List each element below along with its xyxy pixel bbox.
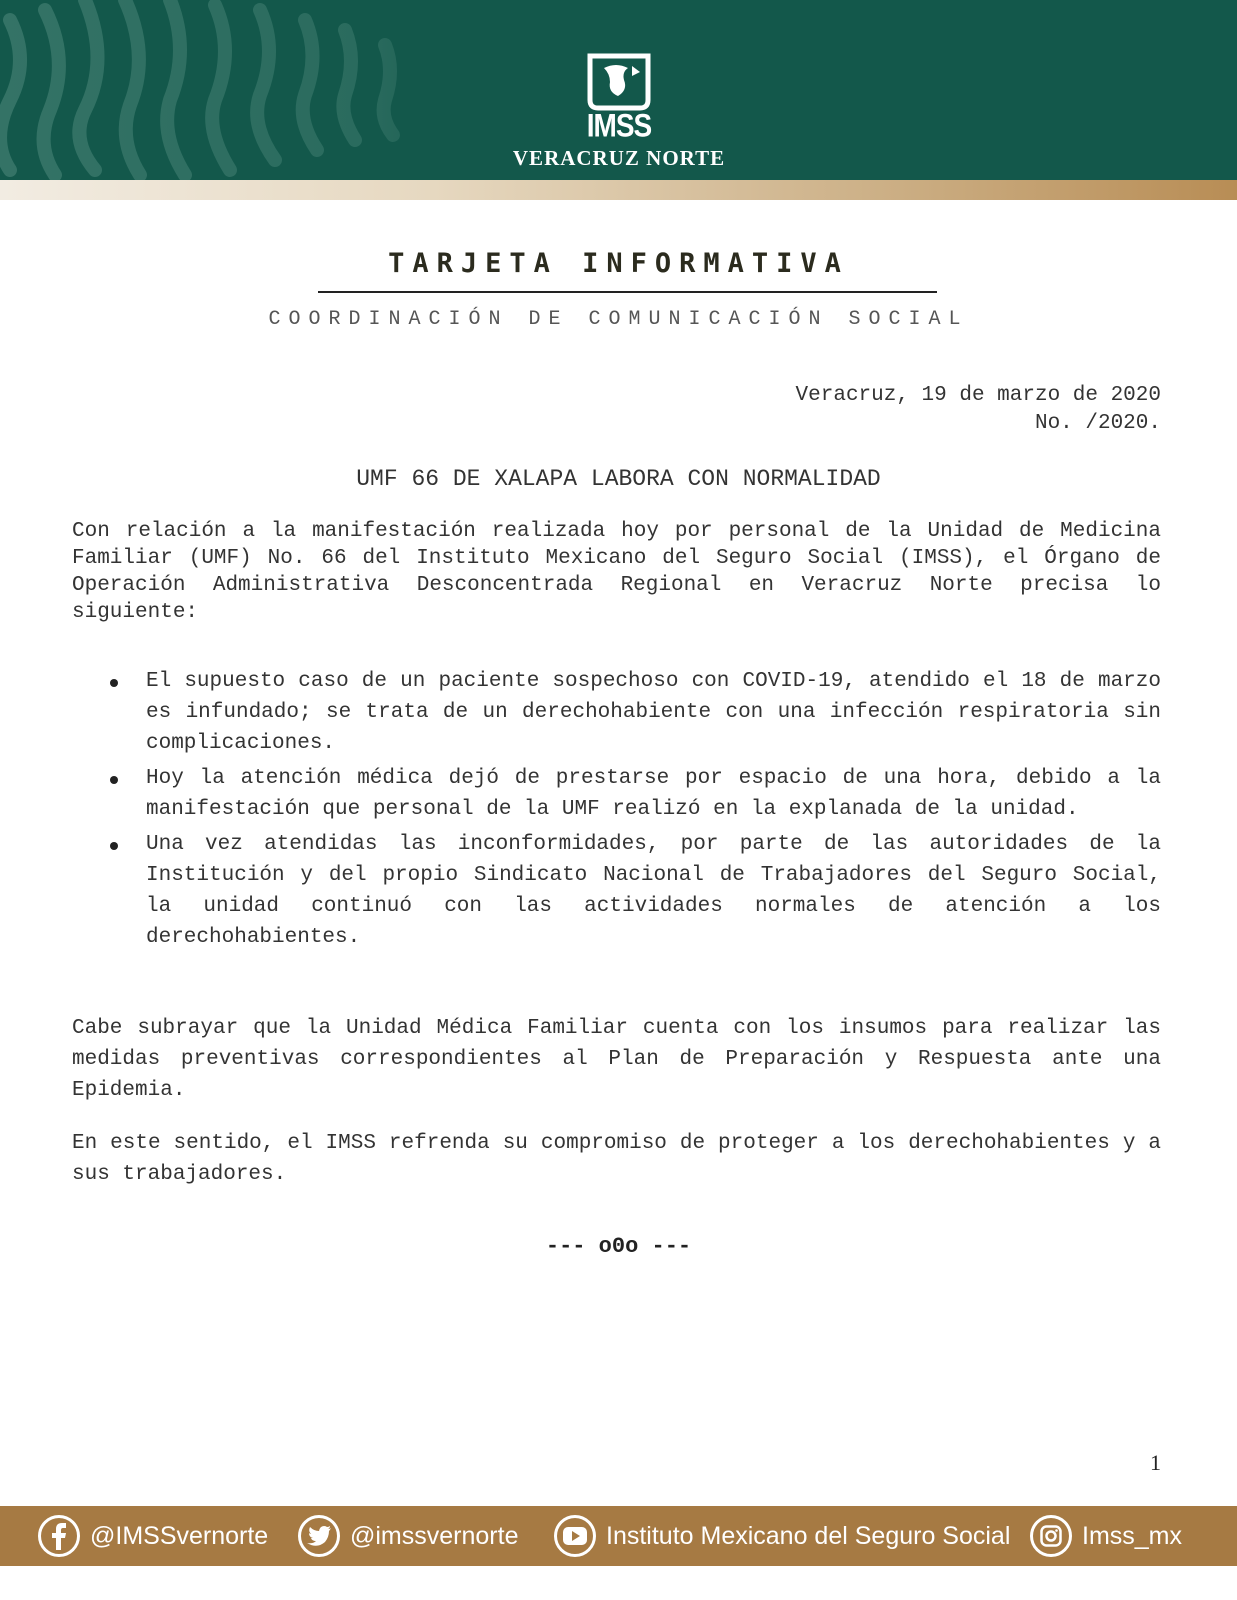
page-number: 1 <box>1150 1450 1161 1475</box>
eagle-pattern-decoration <box>0 0 520 180</box>
bullet-list <box>72 666 1161 957</box>
list-item: Una vez atendidas las inconformidades, por parte de las autoridades de la Institución y del propio Sindicato Nacional de Trabajadores del Seguro Social, la unidad continuó con las actividades normales de atención a los derechohabientes. <box>72 829 1161 953</box>
date-text: Veracruz, 19 de marzo de 2020 <box>795 384 1161 407</box>
closing-mark: --- o0o --- <box>545 1234 692 1259</box>
paragraph-commitment: En este sentido, el IMSS refrenda su compromiso de proteger a los derechohabientes y a sus trabajadores. <box>72 1132 1161 1186</box>
headline: UMF 66 DE XALAPA LABORA CON NORMALIDAD <box>356 466 881 492</box>
instagram-handle: Imss_mx <box>1082 1521 1182 1550</box>
header-gold-strip <box>0 180 1237 200</box>
title-underline <box>318 291 937 293</box>
youtube-link[interactable] <box>554 1506 1010 1566</box>
instagram-icon <box>1030 1515 1072 1557</box>
twitter-handle: @imssvernorte <box>350 1521 519 1550</box>
youtube-channel: Instituto Mexicano del Seguro Social <box>606 1521 1011 1550</box>
region-name: VERACRUZ NORTE <box>512 146 726 170</box>
twitter-link[interactable] <box>298 1506 518 1566</box>
twitter-icon <box>298 1515 340 1557</box>
instagram-link[interactable] <box>1030 1506 1182 1566</box>
paragraph-supplies: Cabe subrayar que la Unidad Médica Familiar cuenta con los insumos para realizar las medidas preventivas correspondientes al Plan de Preparación y Respuesta ante una Epidemia. <box>72 1017 1161 1102</box>
facebook-icon <box>38 1515 80 1557</box>
dateline <box>796 382 1161 438</box>
bullet-dot-icon <box>110 776 118 784</box>
intro-paragraph: Con relación a la manifestación realizada hoy por personal de la Unidad de Medicina Familiar (UMF) No. 66 del Instituto Mexicano del Seguro Social (IMSS), el Órgano de Operación Administrativa Desconcentrada Regional en Veracruz Norte precisa lo siguiente: <box>72 520 1161 624</box>
logo-wordmark: IMSS <box>586 107 652 144</box>
imss-logo-icon <box>584 52 654 112</box>
youtube-icon <box>554 1515 596 1557</box>
list-item: El supuesto caso de un paciente sospechoso con COVID-19, atendido el 18 de marzo es infundado; se trata de un derechohabiente con una infección respiratoria sin complicaciones. <box>72 666 1161 759</box>
facebook-handle: @IMSSvernorte <box>90 1521 269 1550</box>
document-subtitle: COORDINACIÓN DE COMUNICACIÓN SOCIAL <box>268 308 969 331</box>
list-item: Hoy la atención médica dejó de prestarse por espacio de una hora, debido a la manifestación que personal de la UMF realizó en la explanada de la unidad. <box>72 763 1161 825</box>
bullet-dot-icon <box>110 679 118 687</box>
bulletin-number: No. /2020. <box>1034 412 1161 435</box>
facebook-link[interactable] <box>38 1506 268 1566</box>
bullet-dot-icon <box>110 842 118 850</box>
document-title: TARJETA INFORMATIVA <box>388 248 849 279</box>
header-banner <box>0 0 1237 180</box>
